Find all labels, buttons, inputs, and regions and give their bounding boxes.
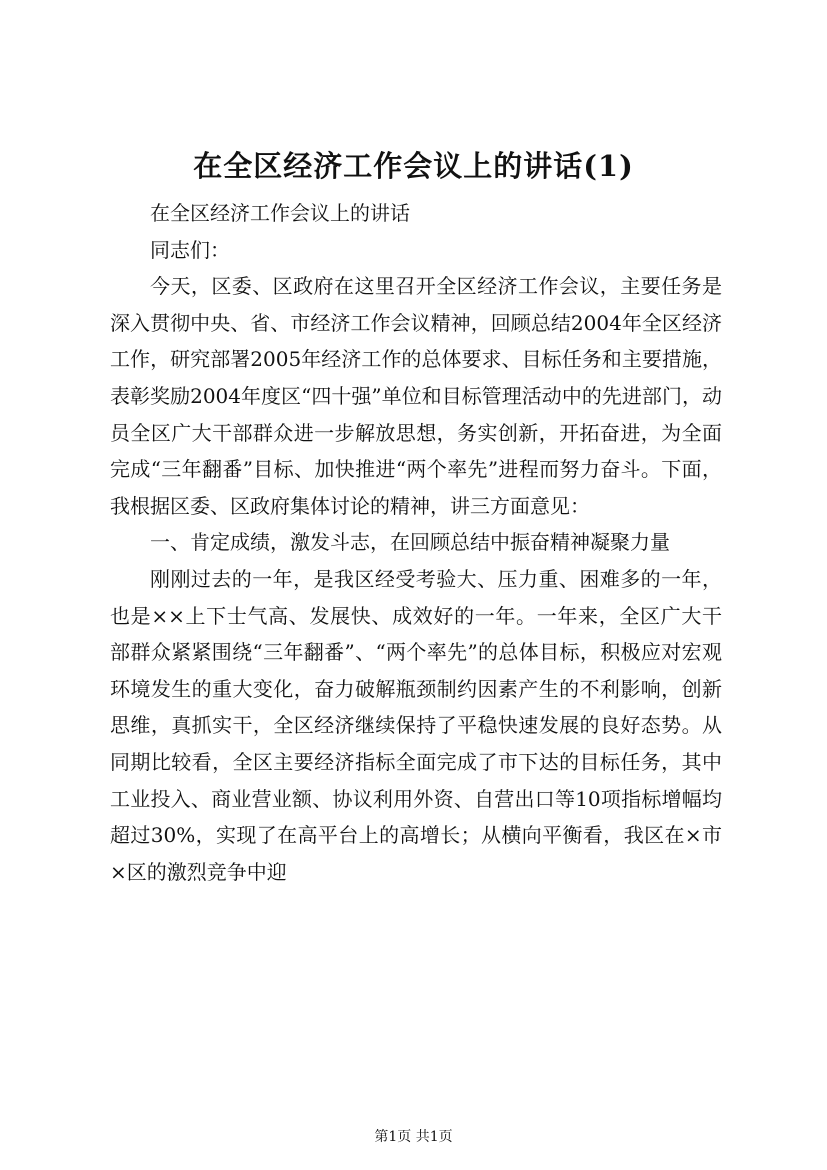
section-heading: 一、肯定成绩，激发斗志，在回顾总结中振奋精神凝聚力量 bbox=[150, 530, 670, 555]
intro-paragraph: 今天，区委、区政府在这里召开全区经济工作会议，主要任务是深入贯彻中央、省、市经济工作会议精神，回顾总结2004年全区经济工作，研究部署2005年经济工作的总体要求、目标任务和主要措施，表彰奖励2004年度区“四十强”单位和目标管理活动中的先进部门，动员全区广大干部群众进一步解放思想，务实创新，开拓奋进，为全面完成“三年翻番”目标、加快推进“两个率先”进程而努力奋斗。下面，我根据区委、区政府集体讨论的精神，讲三方面意见： bbox=[110, 274, 722, 518]
body-paragraph: 刚刚过去的一年，是我区经受考验大、压力重、困难多的一年，也是××上下士气高、发展快、成效好的一年。一年来，全区广大干部群众紧紧围绕“三年翻番”、“两个率先”的总体目标，积极应对宏观环境发生的重大变化，奋力破解瓶颈制约因素产生的不利影响，创新思维，真抓实干，全区经济继续保持了平稳快速发展的良好态势。从同期比较看，全区主要经济指标全面完成了市下达的目标任务，其中工业投入、商业营业额、协议利用外资、自营出口等10项指标增幅均超过30%，实现了在高平台上的高增长；从横向平衡看，我区在×市×区的激烈竞争中迎 bbox=[110, 566, 722, 884]
document-title: 在全区经济工作会议上的讲话(1) bbox=[193, 149, 634, 183]
salutation-paragraph: 同志们： bbox=[150, 237, 230, 262]
page-footer: 第1页 共1页 bbox=[374, 1129, 453, 1145]
subtitle-paragraph: 在全区经济工作会议上的讲话 bbox=[150, 201, 410, 225]
document-body bbox=[110, 195, 722, 890]
